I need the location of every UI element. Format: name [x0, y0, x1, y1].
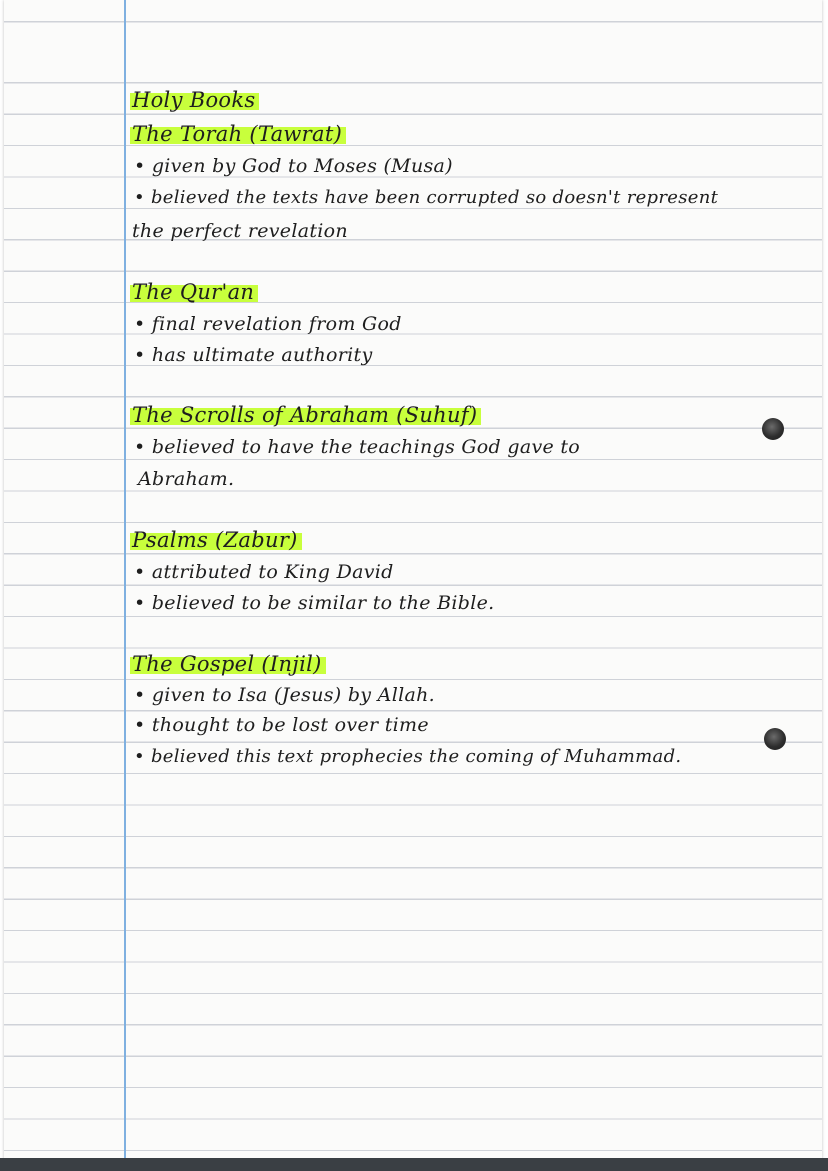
section-heading-quran: The Qur'an [130, 280, 258, 304]
notebook-page [4, 0, 822, 1160]
note-line: • has ultimate authority [134, 344, 373, 366]
note-line: • given to Isa (Jesus) by Allah. [134, 684, 435, 706]
note-line: • believed this text prophecies the coming of Muhammad. [134, 746, 682, 767]
note-line: • believed the texts have been corrupted so doesn't represent [134, 187, 719, 208]
note-line: • final revelation from God [134, 313, 402, 335]
note-line: • given by God to Moses (Musa) [134, 155, 453, 177]
note-line: • believed to be similar to the Bible. [134, 592, 495, 614]
note-line: • believed to have the teachings God gave to [134, 436, 581, 458]
section-heading-psalms: Psalms (Zabur) [130, 528, 302, 552]
section-heading-scrolls: The Scrolls of Abraham (Suhuf) [130, 403, 481, 427]
page-title: Holy Books [130, 88, 259, 112]
note-line: the perfect revelation [132, 220, 348, 242]
handwritten-notes [4, 0, 822, 1160]
note-line: • thought to be lost over time [134, 714, 429, 736]
page-bottom-edge [0, 1158, 828, 1171]
note-line: • attributed to King David [134, 561, 394, 583]
section-heading-gospel: The Gospel (Injil) [130, 652, 326, 676]
note-line: Abraham. [138, 468, 235, 490]
section-heading-torah: The Torah (Tawrat) [130, 122, 346, 146]
